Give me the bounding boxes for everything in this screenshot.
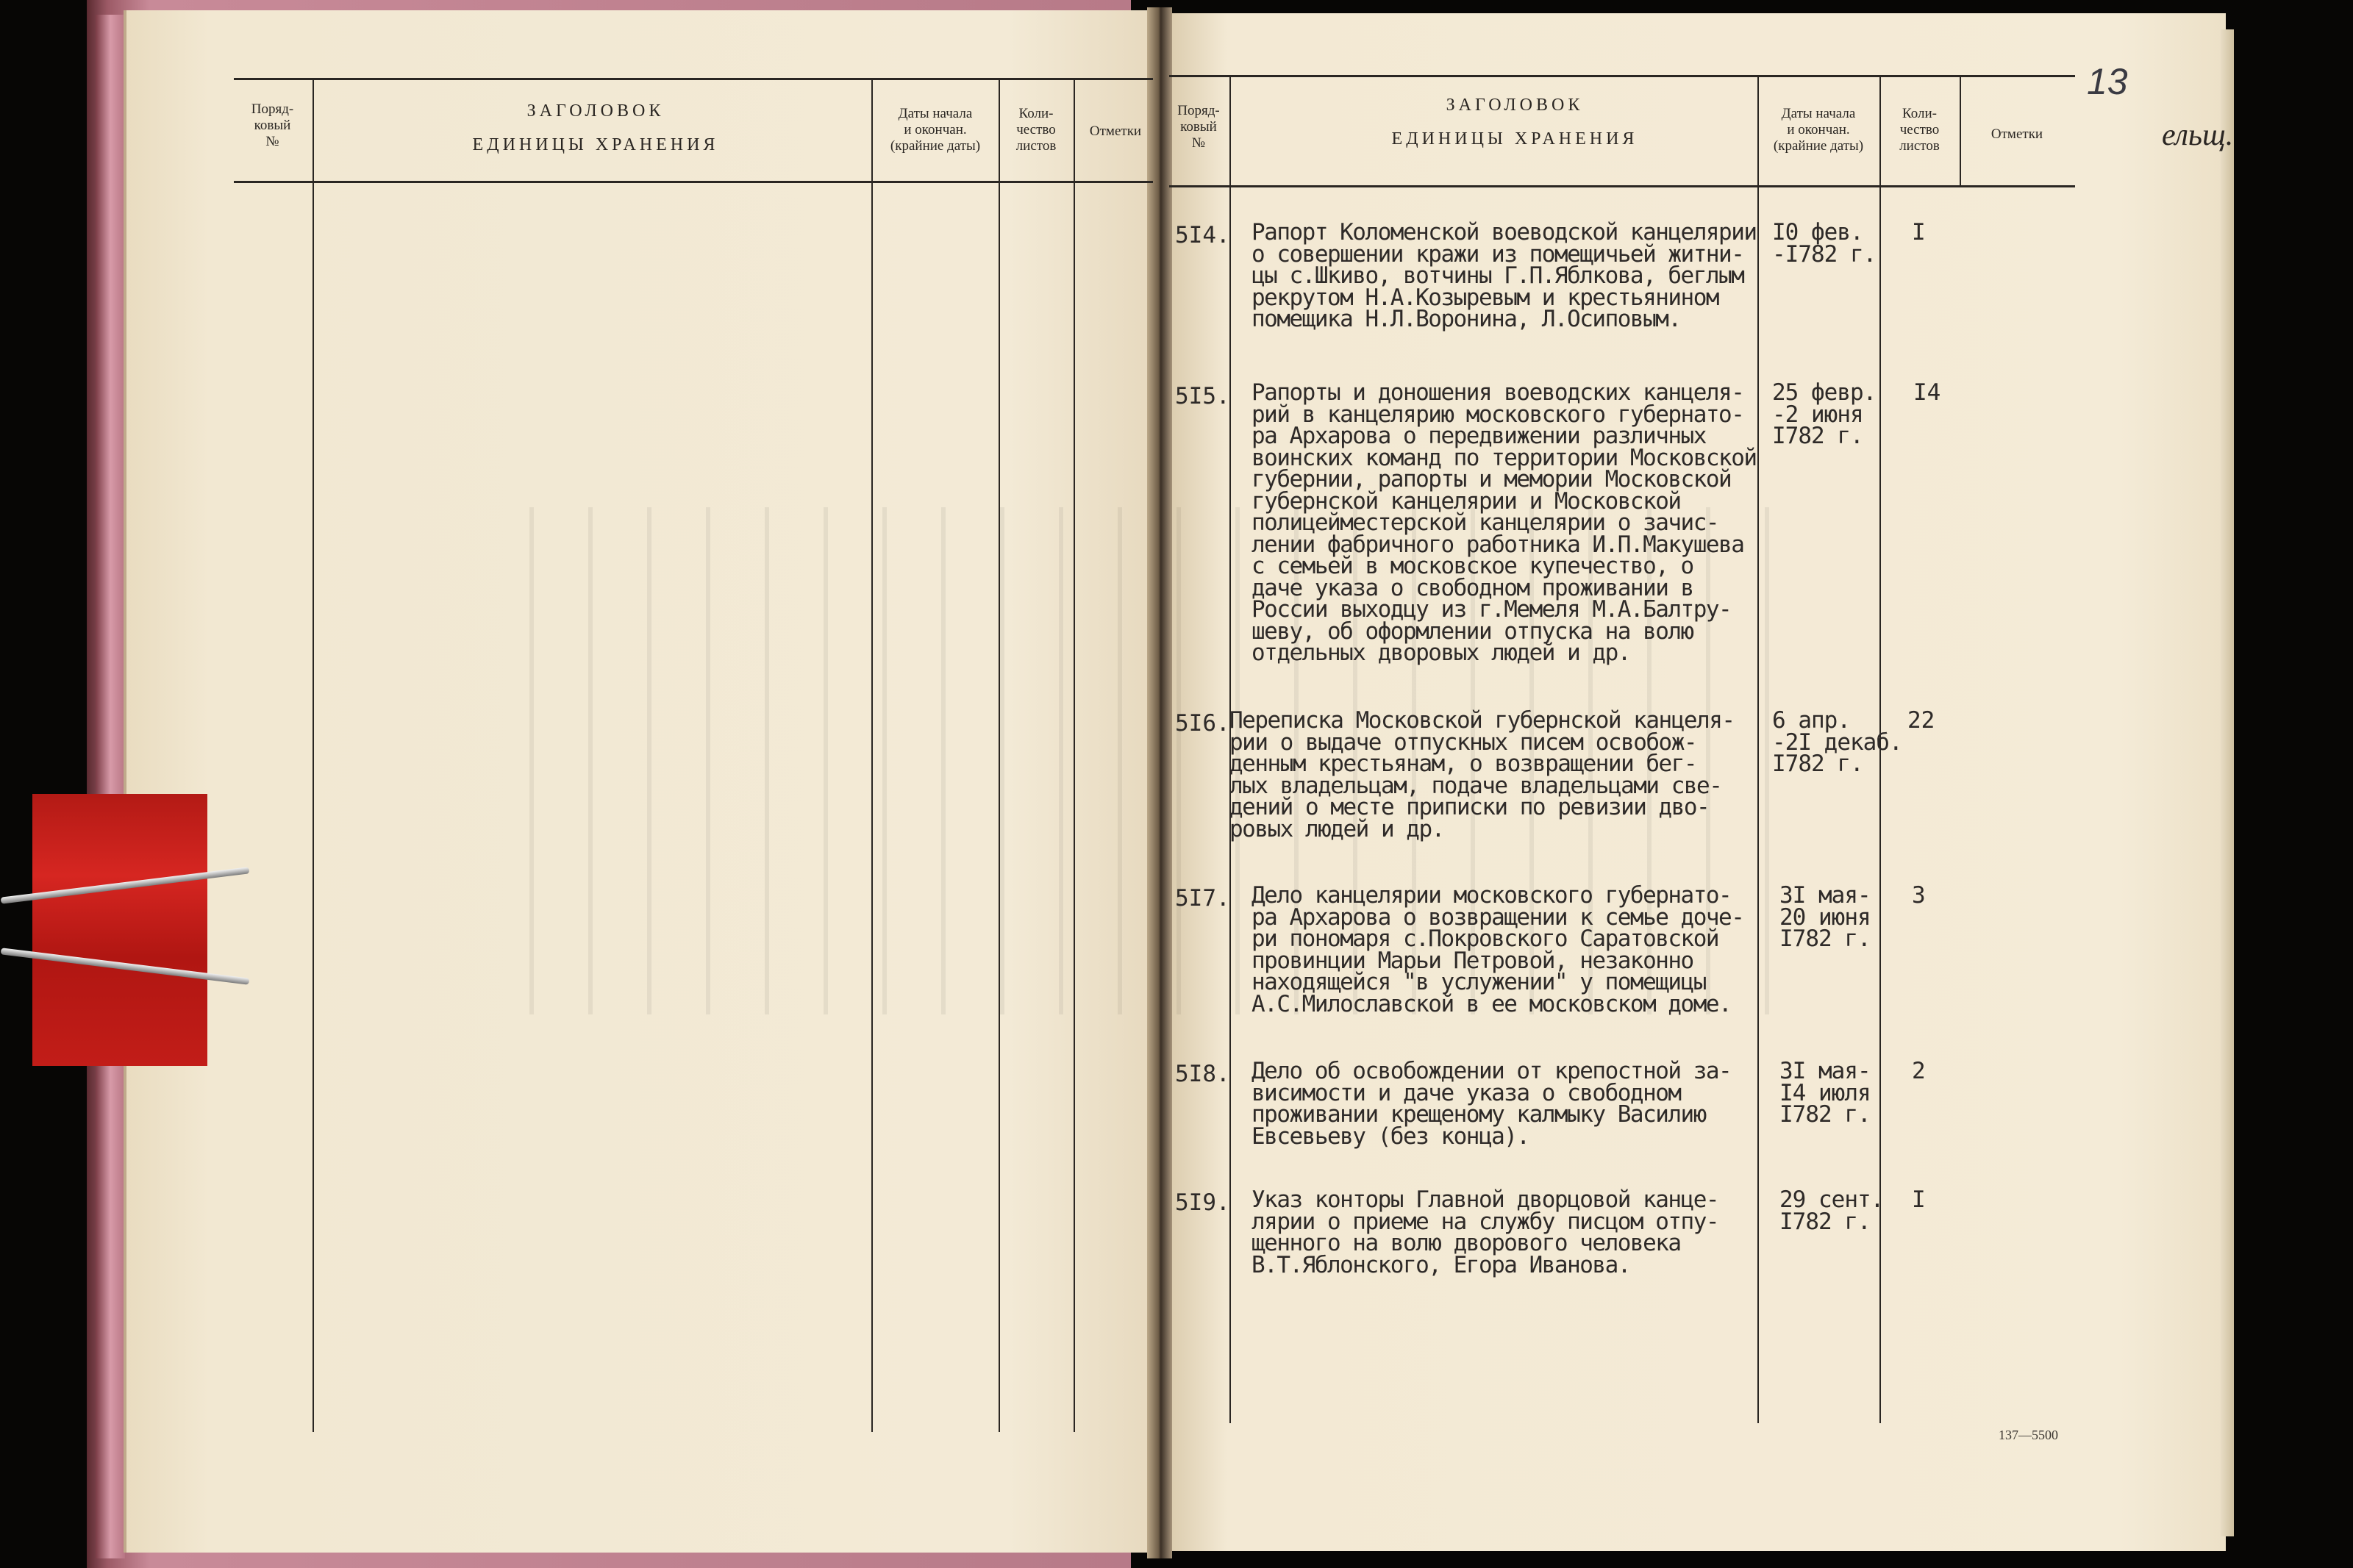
right-header-title-line2: ЕДИНИЦЫ ХРАНЕНИЯ: [1391, 129, 1638, 148]
entry-dates: 25 февр. -2 июня I782 г.: [1772, 379, 1877, 449]
entry-dates: 29 сент. I782 г.: [1779, 1186, 1884, 1235]
entry-sheet-count: 3: [1912, 882, 1926, 909]
right-col-rule-4: [1960, 76, 1961, 187]
entry-dates: 3I мая- I4 июля I782 г.: [1779, 1058, 1871, 1128]
binder-clip-body: [32, 794, 207, 1066]
entry-sheet-count: I: [1912, 219, 1926, 246]
entry-title: Дело об освобождении от крепостной за- висимости и даче указа о свободном проживании крещеному калмыку Василию Евсевьеву (без конца).: [1252, 1058, 1732, 1150]
left-header-no: Поряд- ковый №: [251, 101, 294, 149]
binder-clip: [32, 794, 207, 1066]
print-code: 137—5500: [1999, 1428, 2058, 1442]
book-gutter: [1147, 7, 1172, 1558]
left-header-top-rule: [234, 78, 1153, 80]
entry-number: 5I5.: [1175, 383, 1230, 409]
entry-dates: 6 апр. -2I декаб. I782 г.: [1772, 707, 1902, 777]
left-col-rule-2: [871, 79, 873, 1432]
entry-dates: 3I мая- 20 июня I782 г.: [1779, 882, 1871, 952]
right-header-count: Коли- чество листов: [1899, 106, 1940, 154]
left-col-rule-1: [313, 79, 314, 1432]
entry-sheet-count: I4: [1913, 379, 1941, 406]
next-page-fragment: ельщ.: [2162, 118, 2234, 152]
left-col-rule-3: [999, 79, 1000, 1432]
entry-number: 5I6.: [1175, 710, 1230, 737]
entry-number: 5I8.: [1175, 1061, 1230, 1087]
entry-dates: I0 фев. -I782 г.: [1772, 219, 1877, 268]
left-page: [124, 10, 1163, 1553]
left-header-count: Коли- чество листов: [1015, 106, 1057, 154]
entry-sheet-count: I: [1912, 1186, 1926, 1213]
right-header-notes: Отметки: [1990, 126, 2043, 142]
page-stack-edge: [2221, 29, 2234, 1536]
right-header-top-rule: [1169, 75, 2075, 77]
book-binding-edge: [96, 15, 125, 1558]
right-header-bottom-rule: [1169, 185, 2075, 187]
left-header-notes: Отметки: [1089, 123, 1142, 139]
entry-number: 5I9.: [1175, 1189, 1230, 1216]
right-header-no: Поряд- ковый №: [1177, 103, 1220, 151]
entry-number: 5I7.: [1175, 885, 1230, 912]
entry-title: Рапорт Коломенской воеводской канцелярии о совершении кражи из помещичьей житни- цы с.Шкиво, вотчины Г.П.Яблкова, беглым рекрутом Н.А.Козыревым и крестьянином помещика Н.Л.Воронина, Л.Осиповым.: [1252, 219, 1757, 332]
left-header-title-line2: ЕДИНИЦЫ ХРАНЕНИЯ: [472, 135, 719, 154]
left-col-rule-4: [1074, 79, 1075, 1432]
archive-page-number: 13: [2087, 61, 2128, 102]
left-header-dates: Даты начала и окончан. (крайние даты): [890, 106, 981, 154]
right-header-dates: Даты начала и окончан. (крайние даты): [1773, 106, 1864, 154]
entry-title: Указ конторы Главной дворцовой канце- лярии о приеме на службу писцом отпу- щенного на волю дворового человека В.Т.Яблонского, Егора Иванова.: [1252, 1186, 1719, 1278]
entry-title: Рапорты и доношения воеводских канцеля- рий в канцелярию московского губернато- ра Архарова о передвижении различных воинских команд по территории Московской губернии, рапорты и мемории Московской губернской канцелярии и Московской полицейместерской канцелярии о зачис- лении фабричного работника И.П.Макушева с семьей в московское купечество, о даче указа о свободном проживании в России выходцу из г.Мемеля М.А.Балтру- шеву, об оформлении отпуска на волю отдельных дворовых людей и др.: [1252, 379, 1757, 666]
entry-number: 5I4.: [1175, 222, 1230, 248]
entry-sheet-count: 22: [1907, 707, 1935, 734]
right-header-title-line1: ЗАГОЛОВОК: [1446, 96, 1584, 115]
entry-title: Дело канцелярии московского губернато- ра Архарова о возвращении к семье доче- ри пономаря с.Покровского Саратовской провинции Марьи Петровой, незаконно находящейся "в услужении" у помещицы А.С.Милославской в ее московском доме.: [1252, 882, 1744, 1017]
entry-title: Переписка Московской губернской канцеля- рии о выдаче отпускных писем освобож- денным крестьянам, о возвращении бег- лых владельцам, подаче владельцами све- дений о месте приписки по ревизии дво- ровых людей и др.: [1229, 707, 1735, 842]
right-col-rule-2: [1757, 76, 1759, 1423]
entry-sheet-count: 2: [1912, 1058, 1926, 1084]
left-header-bottom-rule: [234, 181, 1153, 183]
left-header-title-line1: ЗАГОЛОВОК: [526, 101, 665, 121]
